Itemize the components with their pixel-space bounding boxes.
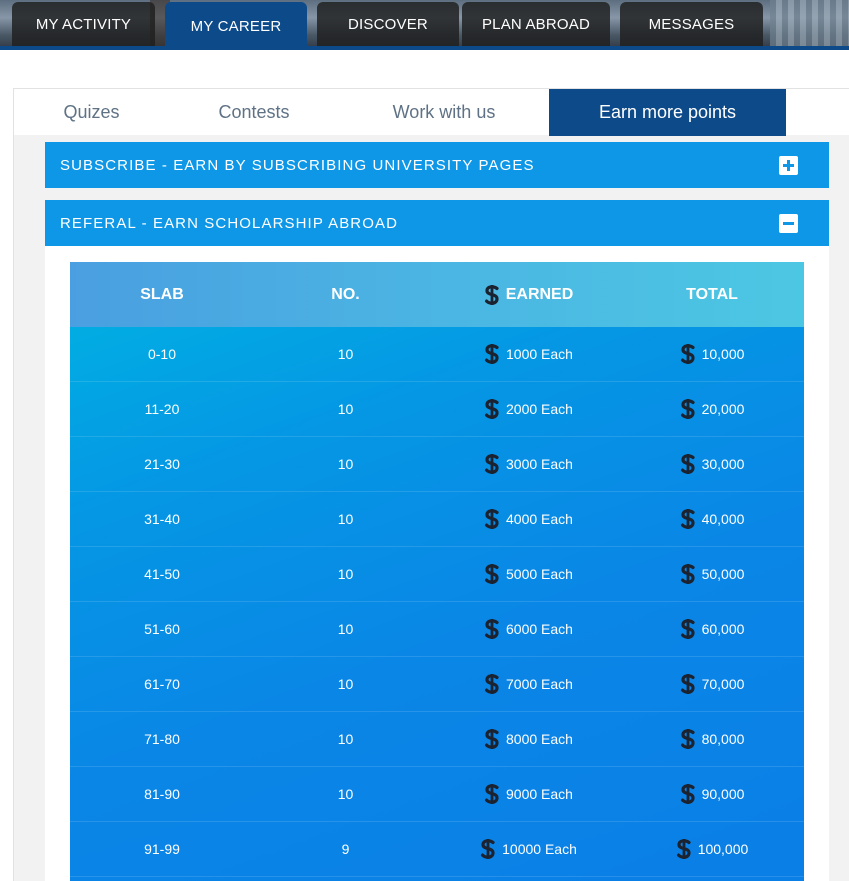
cell-total — [620, 492, 804, 546]
cell-earned-value: 1000 Each — [506, 346, 573, 362]
dollar-icon — [484, 564, 500, 584]
cell-earned-value: 4000 Each — [506, 511, 573, 527]
nav-tab-discover[interactable]: DISCOVER — [317, 2, 459, 46]
cell-slab: 91-99 — [144, 841, 180, 857]
nav-tab-plan-abroad[interactable]: PLAN ABROAD — [462, 2, 610, 46]
cell-slab: 51-60 — [144, 621, 180, 637]
top-navigation-bar — [0, 0, 849, 50]
cell-slab: 21-30 — [144, 456, 180, 472]
table-row — [70, 822, 804, 877]
cell-total-value: 40,000 — [701, 511, 745, 527]
cell-total — [620, 822, 804, 876]
dollar-icon — [680, 729, 696, 749]
header-earned-label: EARNED — [505, 285, 574, 303]
accordion-subscribe-header[interactable] — [45, 142, 829, 188]
cell-no: 10 — [337, 566, 354, 582]
background-photo-strip — [770, 0, 849, 46]
cell-total — [620, 602, 804, 656]
table-row — [70, 327, 804, 382]
cell-total-value: 70,000 — [701, 676, 745, 692]
cell-total — [620, 382, 804, 436]
dollar-icon — [680, 399, 696, 419]
cell-slab: 11-20 — [144, 401, 180, 417]
cell-total — [620, 657, 804, 711]
cell-earned — [437, 437, 620, 491]
cell-total — [620, 712, 804, 766]
tab-contests[interactable]: Contests — [218, 101, 290, 122]
table-header-row — [70, 262, 804, 327]
cell-earned-value: 3000 Each — [506, 456, 573, 472]
header-earned — [437, 262, 620, 327]
cell-no: 10 — [337, 731, 354, 747]
table-row — [70, 437, 804, 492]
cell-total-value: 80,000 — [701, 731, 745, 747]
cell-earned-value: 6000 Each — [506, 621, 573, 637]
dollar-icon — [680, 784, 696, 804]
cell-total — [620, 437, 804, 491]
cell-earned — [437, 712, 620, 766]
header-slab: SLAB — [140, 285, 184, 303]
dollar-icon — [484, 285, 500, 305]
dollar-icon — [484, 344, 500, 364]
cell-slab: 61-70 — [144, 676, 180, 692]
cell-earned-value: 5000 Each — [506, 566, 573, 582]
cell-earned — [437, 767, 620, 821]
table-row — [70, 382, 804, 437]
cell-slab: 41-50 — [144, 566, 180, 582]
cell-total-value: 90,000 — [701, 786, 745, 802]
cell-earned-value: 10000 Each — [502, 841, 577, 857]
nav-tab-my-activity[interactable]: MY ACTIVITY — [12, 2, 155, 46]
cell-no: 10 — [337, 346, 354, 362]
cell-total — [620, 547, 804, 601]
header-no: NO. — [331, 285, 360, 303]
cell-earned-value: 9000 Each — [506, 786, 573, 802]
cell-slab: 71-80 — [144, 731, 180, 747]
cell-slab: 31-40 — [144, 511, 180, 527]
cell-earned — [437, 822, 620, 876]
dollar-icon — [680, 619, 696, 639]
dollar-icon — [484, 784, 500, 804]
table-row — [70, 657, 804, 712]
cell-earned — [437, 492, 620, 546]
table-row — [70, 547, 804, 602]
cell-total-value: 20,000 — [701, 401, 745, 417]
cell-no: 10 — [337, 621, 354, 637]
accordion-referal-header[interactable] — [45, 200, 829, 246]
dollar-icon — [484, 399, 500, 419]
nav-tab-messages[interactable]: MESSAGES — [620, 2, 763, 46]
table-row — [70, 602, 804, 657]
plus-icon[interactable] — [779, 156, 798, 175]
header-total: TOTAL — [686, 285, 738, 303]
cell-earned-value: 2000 Each — [506, 401, 573, 417]
accordion-title: REFERAL - EARN SCHOLARSHIP ABROAD — [60, 214, 399, 232]
dollar-icon — [484, 729, 500, 749]
dollar-icon — [680, 564, 696, 584]
dollar-icon — [680, 454, 696, 474]
referal-slab-table — [70, 262, 804, 881]
cell-earned — [437, 657, 620, 711]
cell-no: 10 — [337, 676, 354, 692]
sub-tab-bar — [13, 88, 849, 135]
table-row — [70, 492, 804, 547]
tab-earn-more-points[interactable]: Earn more points — [549, 89, 786, 136]
dollar-icon — [480, 839, 496, 859]
cell-total-value: 30,000 — [701, 456, 745, 472]
cell-no: 10 — [337, 511, 354, 527]
cell-total — [620, 767, 804, 821]
cell-total-value: 10,000 — [701, 346, 745, 362]
cell-total-value: 50,000 — [701, 566, 745, 582]
tab-work-with-us[interactable]: Work with us — [392, 101, 496, 122]
dollar-icon — [484, 509, 500, 529]
cell-slab: 0-10 — [147, 346, 177, 362]
cell-total — [620, 327, 804, 381]
cell-total-value: 100,000 — [697, 841, 749, 857]
dollar-icon — [484, 674, 500, 694]
table-row — [70, 767, 804, 822]
accordion-title: SUBSCRIBE - EARN BY SUBSCRIBING UNIVERSITY PAGES — [60, 156, 535, 174]
dollar-icon — [484, 454, 500, 474]
cell-earned — [437, 327, 620, 381]
dollar-icon — [676, 839, 692, 859]
cell-no: 10 — [337, 786, 354, 802]
dollar-icon — [484, 619, 500, 639]
cell-earned — [437, 547, 620, 601]
dollar-icon — [680, 674, 696, 694]
cell-no: 9 — [341, 841, 350, 857]
tab-quizes[interactable]: Quizes — [63, 101, 120, 122]
cell-earned — [437, 602, 620, 656]
nav-tab-my-career[interactable]: MY CAREER — [165, 2, 307, 50]
cell-earned-value: 8000 Each — [506, 731, 573, 747]
cell-earned-value: 7000 Each — [506, 676, 573, 692]
minus-icon[interactable] — [779, 214, 798, 233]
cell-no: 10 — [337, 456, 354, 472]
cell-earned — [437, 382, 620, 436]
cell-slab: 81-90 — [144, 786, 180, 802]
cell-total-value: 60,000 — [701, 621, 745, 637]
table-row — [70, 712, 804, 767]
cell-no: 10 — [337, 401, 354, 417]
dollar-icon — [680, 344, 696, 364]
dollar-icon — [680, 509, 696, 529]
